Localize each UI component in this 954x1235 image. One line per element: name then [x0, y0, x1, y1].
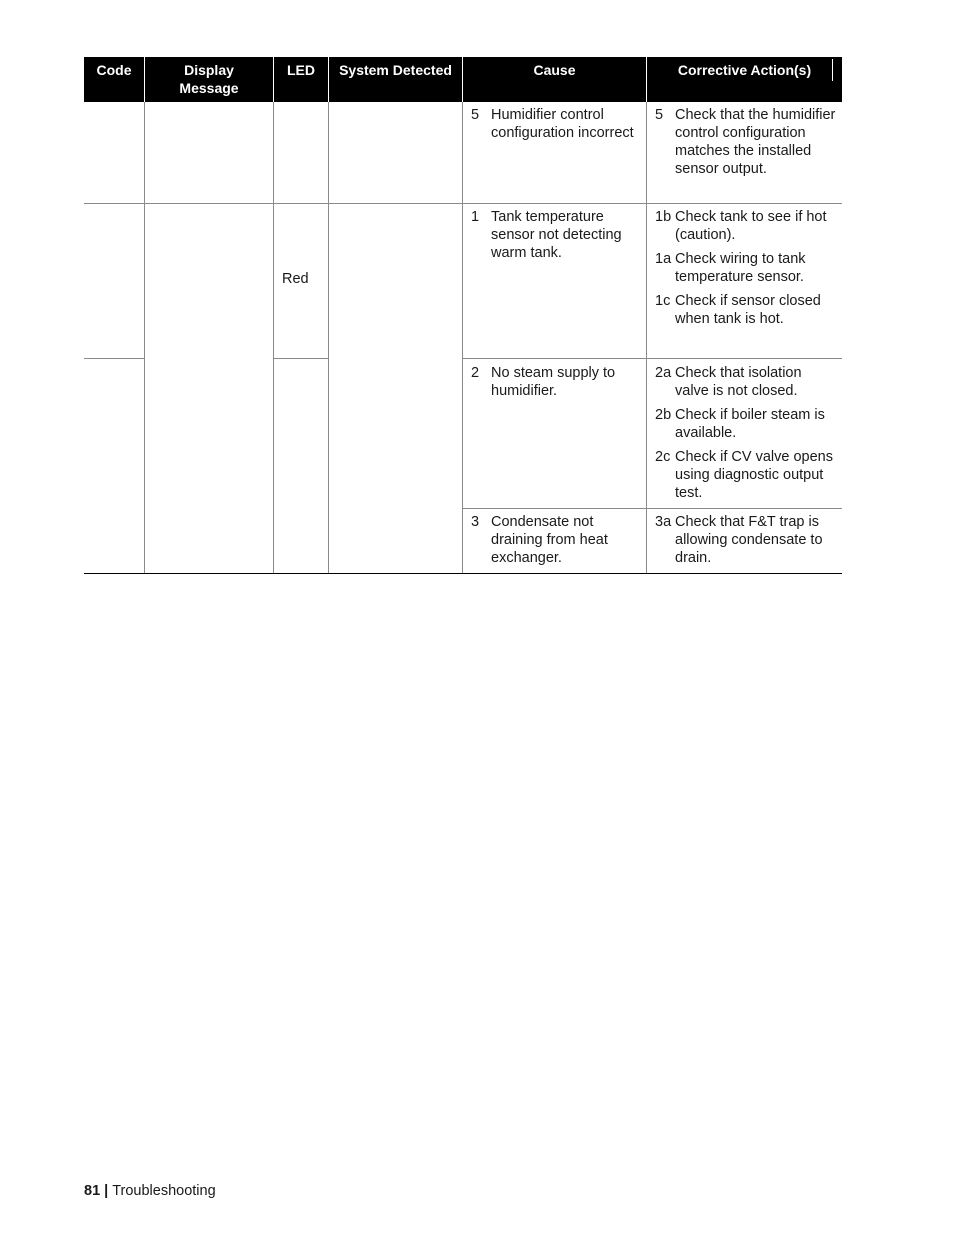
header-divider-mark: [832, 59, 833, 81]
row2-actions: [655, 208, 837, 328]
footer-separator: |: [104, 1183, 109, 1199]
cause-text: No steam supply to humidifier.: [491, 365, 616, 399]
row2-led: [282, 270, 326, 288]
header-code-label: Code: [96, 62, 132, 78]
action-item: [655, 106, 837, 178]
cause-item: [471, 513, 639, 567]
header-system-detected: [329, 57, 463, 102]
header-display-message-line1: Display: [184, 62, 234, 78]
cause-text: Condensate not draining from heat exchanger.: [491, 514, 608, 566]
footer-section: Troubleshooting: [112, 1183, 216, 1199]
action-item: [655, 513, 837, 567]
action-text: Check if sensor closed when tank is hot.: [675, 293, 821, 327]
cause-text: Humidifier control configuration incorrect: [491, 107, 634, 141]
page-number: 81: [84, 1183, 101, 1199]
row3-cause: [471, 364, 639, 400]
action-item: [655, 406, 837, 442]
row1-actions: [655, 106, 837, 178]
grid-line: [84, 358, 145, 359]
row4-cause: [471, 513, 639, 567]
grid-line: [84, 203, 842, 204]
action-number: 2a: [655, 365, 672, 381]
grid-line: [273, 102, 274, 574]
cause-number: 3: [471, 514, 480, 530]
cause-number: 2: [471, 365, 480, 381]
header-corrective-actions: [647, 57, 842, 102]
action-text: Check if CV valve opens using diagnostic output test.: [675, 449, 833, 501]
header-cause: [463, 57, 647, 102]
grid-line: [462, 102, 463, 574]
header-display-message: [145, 57, 274, 102]
action-text: Check that isolation valve is not closed.: [675, 365, 802, 399]
action-text: Check if boiler steam is available.: [675, 407, 825, 441]
action-text: Check that F&T trap is allowing condensate to drain.: [675, 514, 823, 566]
header-led-label: LED: [287, 62, 315, 78]
action-number: 2b: [655, 407, 672, 423]
header-cause-label: Cause: [533, 62, 576, 78]
table-bottom-border: [84, 573, 842, 574]
row4-actions: [655, 513, 837, 567]
action-item: [655, 208, 837, 244]
grid-line: [462, 358, 842, 359]
cause-item: [471, 364, 639, 400]
row1-cause: [471, 106, 639, 142]
cause-item: [471, 208, 639, 262]
action-number: 3a: [655, 514, 672, 530]
action-text: Check that the humidifier control configuration matches the installed sensor output.: [675, 107, 836, 177]
header-system-detected-label: System Detected: [339, 62, 452, 78]
action-number: 5: [655, 107, 664, 123]
led-value: Red: [282, 271, 309, 287]
grid-line: [273, 358, 329, 359]
header-code: [84, 57, 145, 102]
action-number: 1a: [655, 251, 672, 267]
cause-item: [471, 106, 639, 142]
row3-actions: [655, 364, 837, 502]
header-display-message-line2: Message: [179, 80, 239, 96]
grid-line: [646, 102, 647, 574]
action-number: 2c: [655, 449, 671, 465]
action-number: 1c: [655, 293, 671, 309]
header-corrective-actions-label: Corrective Action(s): [677, 62, 812, 78]
grid-line: [144, 102, 145, 574]
action-number: 1b: [655, 209, 672, 225]
action-text: Check tank to see if hot (caution).: [675, 209, 827, 243]
action-item: [655, 250, 837, 286]
grid-line: [328, 102, 329, 574]
action-item: [655, 292, 837, 328]
cause-number: 1: [471, 209, 480, 225]
cause-number: 5: [471, 107, 480, 123]
cause-text: Tank temperature sensor not detecting warm tank.: [491, 209, 622, 261]
page-footer: [84, 1182, 216, 1200]
action-text: Check wiring to tank temperature sensor.: [675, 251, 806, 285]
action-item: [655, 448, 837, 502]
row2-cause: [471, 208, 639, 262]
grid-line: [462, 508, 842, 509]
action-item: [655, 364, 837, 400]
header-led: [274, 57, 329, 102]
